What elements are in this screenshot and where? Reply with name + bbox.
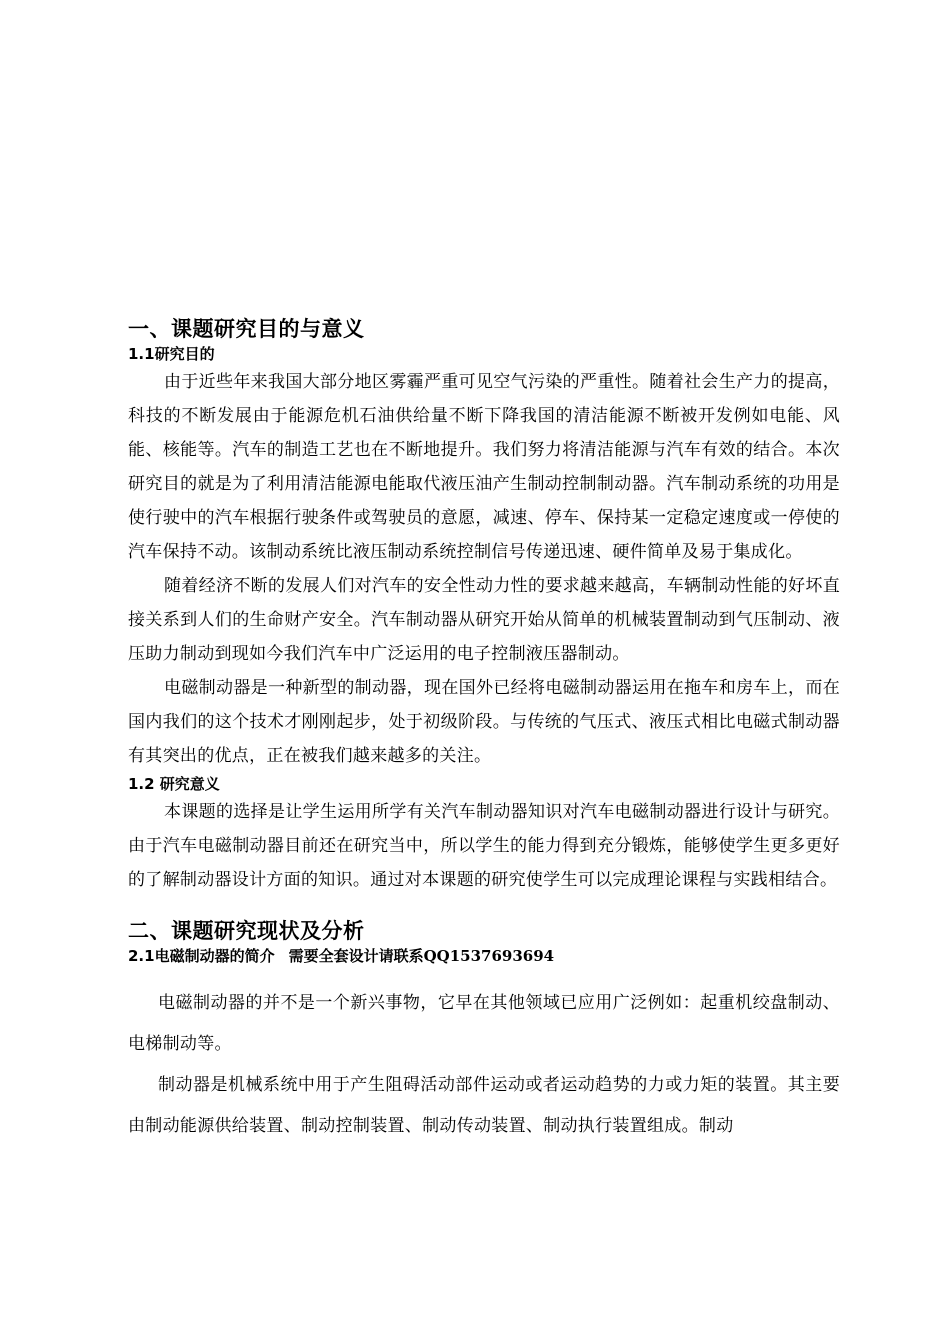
section2-sub1-heading <box>128 945 840 967</box>
contact-note: 需要全套设计请联系QQ1537693694 <box>288 947 555 965</box>
paragraph-spacer <box>128 967 840 983</box>
section1-sub1-paragraph-3: 电磁制动器是一种新型的制动器，现在国外已经将电磁制动器运用在拖车和房车上，而在国内我们的这个技术才刚刚起步，处于初级阶段。与传统的气压式、液压式相比电磁式制动器有其突出的优点，正在被我们越来越多的关注。 <box>128 678 840 766</box>
section1-sub1-title: 1.1研究目的 <box>128 345 215 363</box>
section1-sub2-paragraph-1: 本课题的选择是让学生运用所学有关汽车制动器知识对汽车电磁制动器进行设计与研究。由于汽车电磁制动器目前还在研究当中，所以学生的能力得到充分锻炼，能够使学生更多更好的了解制动器设计方面的知识。通过对本课题的研究使学生可以完成理论课程与实践相结合。 <box>128 802 840 890</box>
section2-sub1-paragraph-1: 电磁制动器的并不是一个新兴事物，它早在其他领域已应用广泛例如：起重机绞盘制动、电梯制动等。 <box>128 993 840 1054</box>
section-spacer <box>128 897 840 917</box>
section1-title: 一、课题研究目的与意义 <box>128 317 365 341</box>
section1-sub1-paragraph-2: 随着经济不断的发展人们对汽车的安全性动力性的要求越来越高，车辆制动性能的好坏直接关系到人们的生命财产安全。汽车制动器从研究开始从简单的机械装置制动到气压制动、液压助力制动到现如今我们汽车中广泛运用的电子控制液压器制动。 <box>128 576 840 664</box>
section2-sub1-title: 2.1电磁制动器的简介 <box>128 947 275 965</box>
document-content <box>128 315 840 1147</box>
section2-title: 二、课题研究现状及分析 <box>128 919 365 943</box>
section1-sub2-title: 1.2 研究意义 <box>128 775 220 793</box>
section1-sub1-paragraph-1: 由于近些年来我国大部分地区雾霾严重可见空气污染的严重性。随着社会生产力的提高，科技的不断发展由于能源危机石油供给量不断下降我国的清洁能源不断被开发例如电能、风能、核能等。汽车的制造工艺也在不断地提升。我们努力将清洁能源与汽车有效的结合。本次研究目的就是为了利用清洁能源电能取代液压油产生制动控制制动器。汽车制动系统的功用是使行驶中的汽车根据行驶条件或驾驶员的意愿，减速、停车、保持某一定稳定速度或一停使的汽车保持不动。该制动系统比液压制动系统控制信号传递迅速、硬件简单及易于集成化。 <box>128 372 840 562</box>
section2-sub1-paragraph-2: 制动器是机械系统中用于产生阻碍活动部件运动或者运动趋势的力或力矩的装置。其主要由制动能源供给装置、制动控制装置、制动传动装置、制动执行装置组成。制动 <box>128 1075 840 1136</box>
